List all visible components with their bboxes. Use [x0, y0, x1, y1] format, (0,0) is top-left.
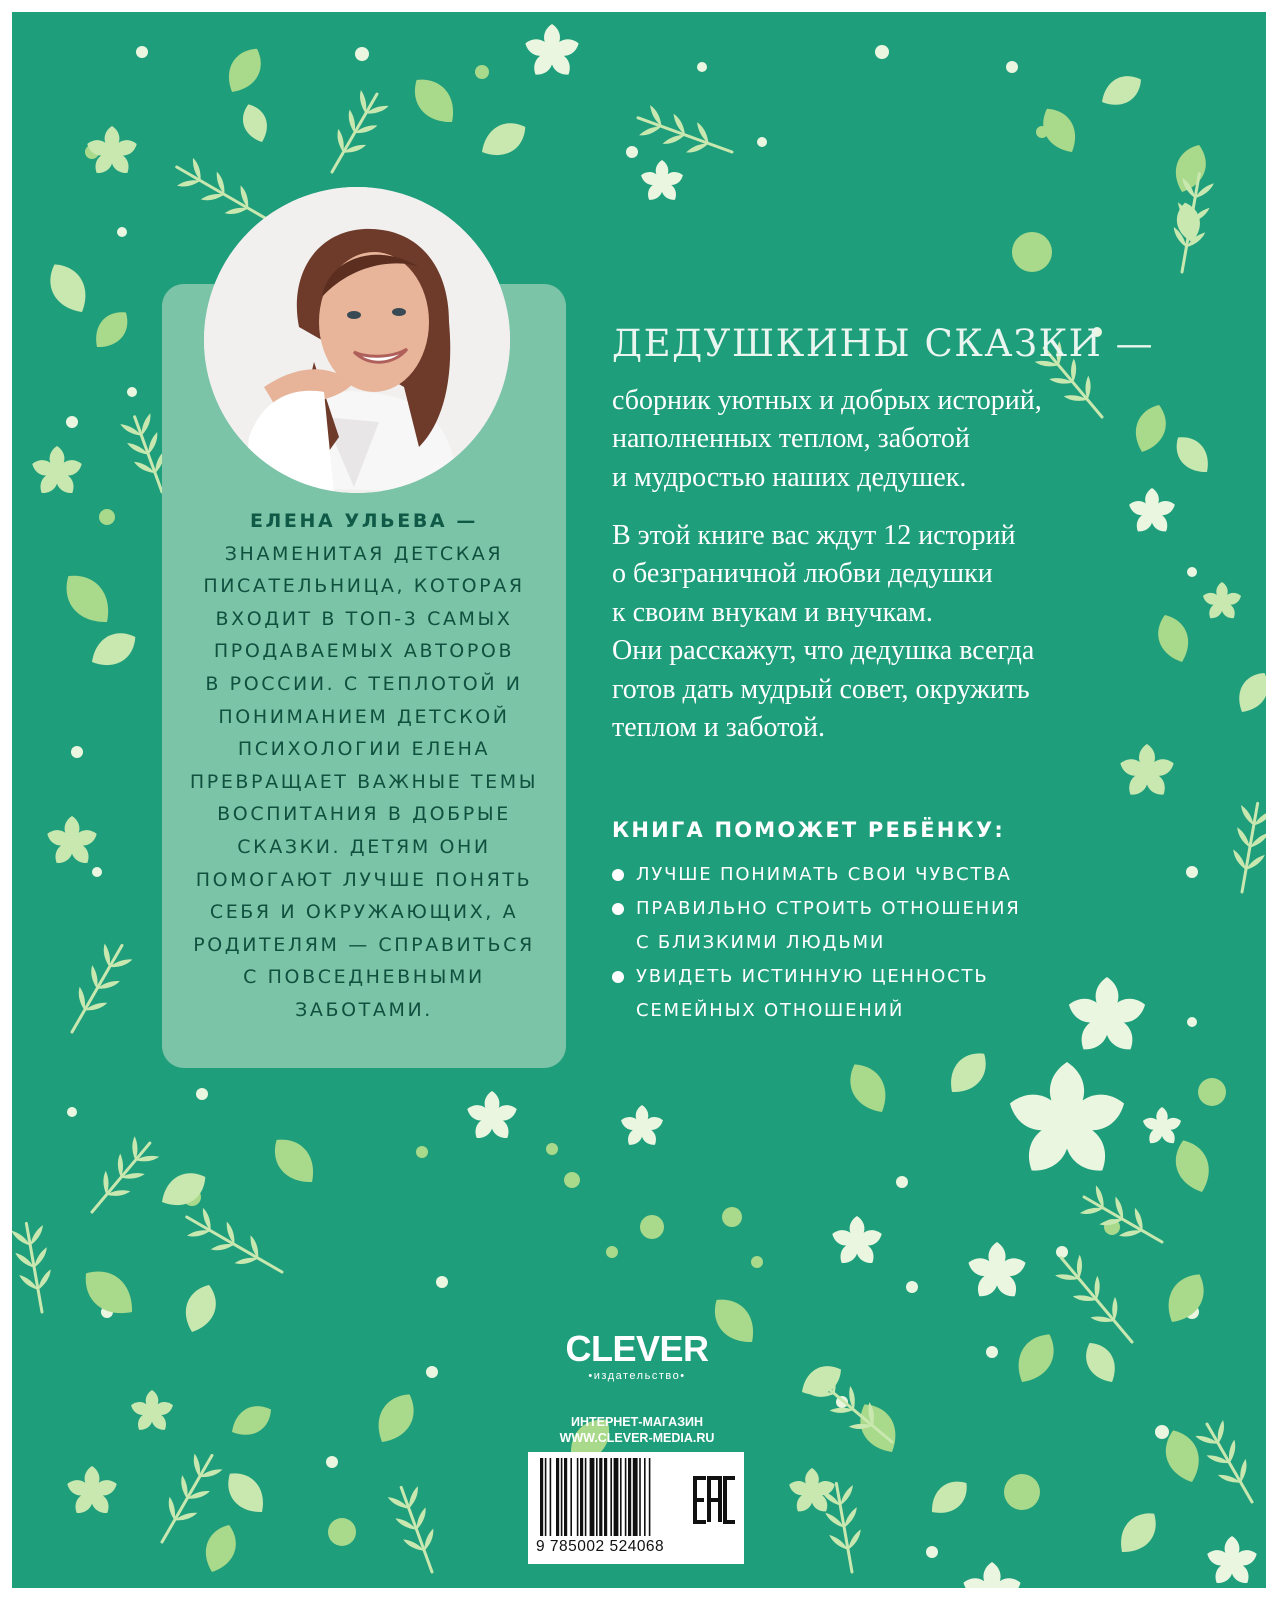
eac-mark-icon [692, 1472, 738, 1528]
benefits-title: КНИГА ПОМОЖЕТ РЕБЁНКУ: [612, 818, 1005, 842]
author-bio-line: ВХОДИТ В ТОП-3 САМЫХ [215, 607, 513, 630]
book-intro-line: сборник уютных и добрых историй, [612, 385, 1042, 416]
benefit-item [612, 858, 1132, 892]
author-bio-line: СКАЗКИ. ДЕТЯМ ОНИ [237, 835, 491, 858]
author-bio-line: ВОСПИТАНИЯ В ДОБРЫЕ [217, 803, 511, 826]
author-bio-line: С ПОВСЕДНЕВНЫМИ [243, 966, 485, 989]
benefit-item [612, 960, 1132, 1028]
book-intro-line: наполненных теплом, заботой [612, 423, 970, 455]
book-description [612, 517, 1034, 747]
author-bio-line: ПРОДАВАЕМЫХ АВТОРОВ [213, 640, 515, 663]
publisher-logo: CLEVER [565, 1328, 709, 1369]
bullet-icon [612, 971, 624, 983]
author-bio-line: В РОССИИ. С ТЕПЛОТОЙ И [205, 672, 523, 695]
author-bio-line: ПОНИМАНИЕМ ДЕТСКОЙ [218, 705, 510, 728]
author-bio-line: СЕБЯ И ОКРУЖАЮЩИХ, А [209, 901, 519, 924]
barcode-icon [536, 1456, 696, 1542]
benefits-list [612, 858, 1132, 1028]
book-intro-line: и мудростью наших дедушек. [612, 461, 967, 493]
benefit-line: ЛУЧШЕ ПОНИМАТЬ СВОИ ЧУВСТВА [636, 864, 1012, 885]
benefit-line: ПРАВИЛЬНО СТРОИТЬ ОТНОШЕНИЯ [636, 898, 1021, 919]
author-bio-line: РОДИТЕЛЯМ — СПРАВИТЬСЯ [193, 933, 535, 956]
book-description-line: готов дать мудрый совет, окружить [612, 673, 1030, 705]
author-bio-line: ПСИХОЛОГИИ ЕЛЕНА [237, 738, 491, 761]
author-bio-line: ПОМОГАЮТ ЛУЧШЕ ПОНЯТЬ [195, 868, 533, 891]
book-intro [612, 382, 1042, 497]
book-description-line: к своим внукам и внучкам. [612, 596, 933, 628]
publisher-logo-subtitle: •издательство• [588, 1370, 686, 1382]
benefit-item [612, 892, 1132, 960]
book-title: ДЕДУШКИНЫ СКАЗКИ — [612, 322, 1155, 365]
barcode-block [528, 1452, 744, 1564]
book-back-cover [12, 12, 1266, 1588]
author-bio [162, 505, 566, 1027]
author-bio-line: ПИСАТЕЛЬНИЦА, КОТОРАЯ [203, 575, 525, 598]
author-bio-line: ЗАБОТАМИ. [295, 998, 433, 1021]
online-shop-url: WWW.CLEVER-MEDIA.RU [559, 1431, 715, 1445]
benefit-line: УВИДЕТЬ ИСТИННУЮ ЦЕННОСТЬ [636, 966, 989, 987]
online-shop-label: ИНТЕРНЕТ-МАГАЗИН [570, 1415, 704, 1429]
author-name: ЕЛЕНА УЛЬЕВА — [249, 510, 479, 532]
book-description-line: В этой книге вас ждут 12 историй [612, 520, 1016, 551]
isbn-number: 9 785002 524068 [536, 1538, 665, 1555]
benefit-line: С БЛИЗКИМИ ЛЮДЬМИ [636, 932, 886, 953]
book-description-line: о безграничной любви дедушки [612, 558, 993, 590]
author-bio-line: ЗНАМЕНИТАЯ ДЕТСКАЯ [224, 542, 504, 565]
author-portrait-icon [204, 187, 510, 493]
benefit-line: СЕМЕЙНЫХ ОТНОШЕНИЙ [636, 1000, 905, 1021]
bullet-icon [612, 903, 624, 915]
author-bio-line: ПРЕВРАЩАЕТ ВАЖНЫЕ ТЕМЫ [189, 770, 539, 793]
online-shop-info [537, 1414, 737, 1446]
book-description-line: Они расскажут, что дедушка всегда [612, 635, 1035, 667]
book-description-line: теплом и заботой. [612, 712, 826, 744]
author-photo [204, 187, 510, 493]
bullet-icon [612, 869, 624, 881]
